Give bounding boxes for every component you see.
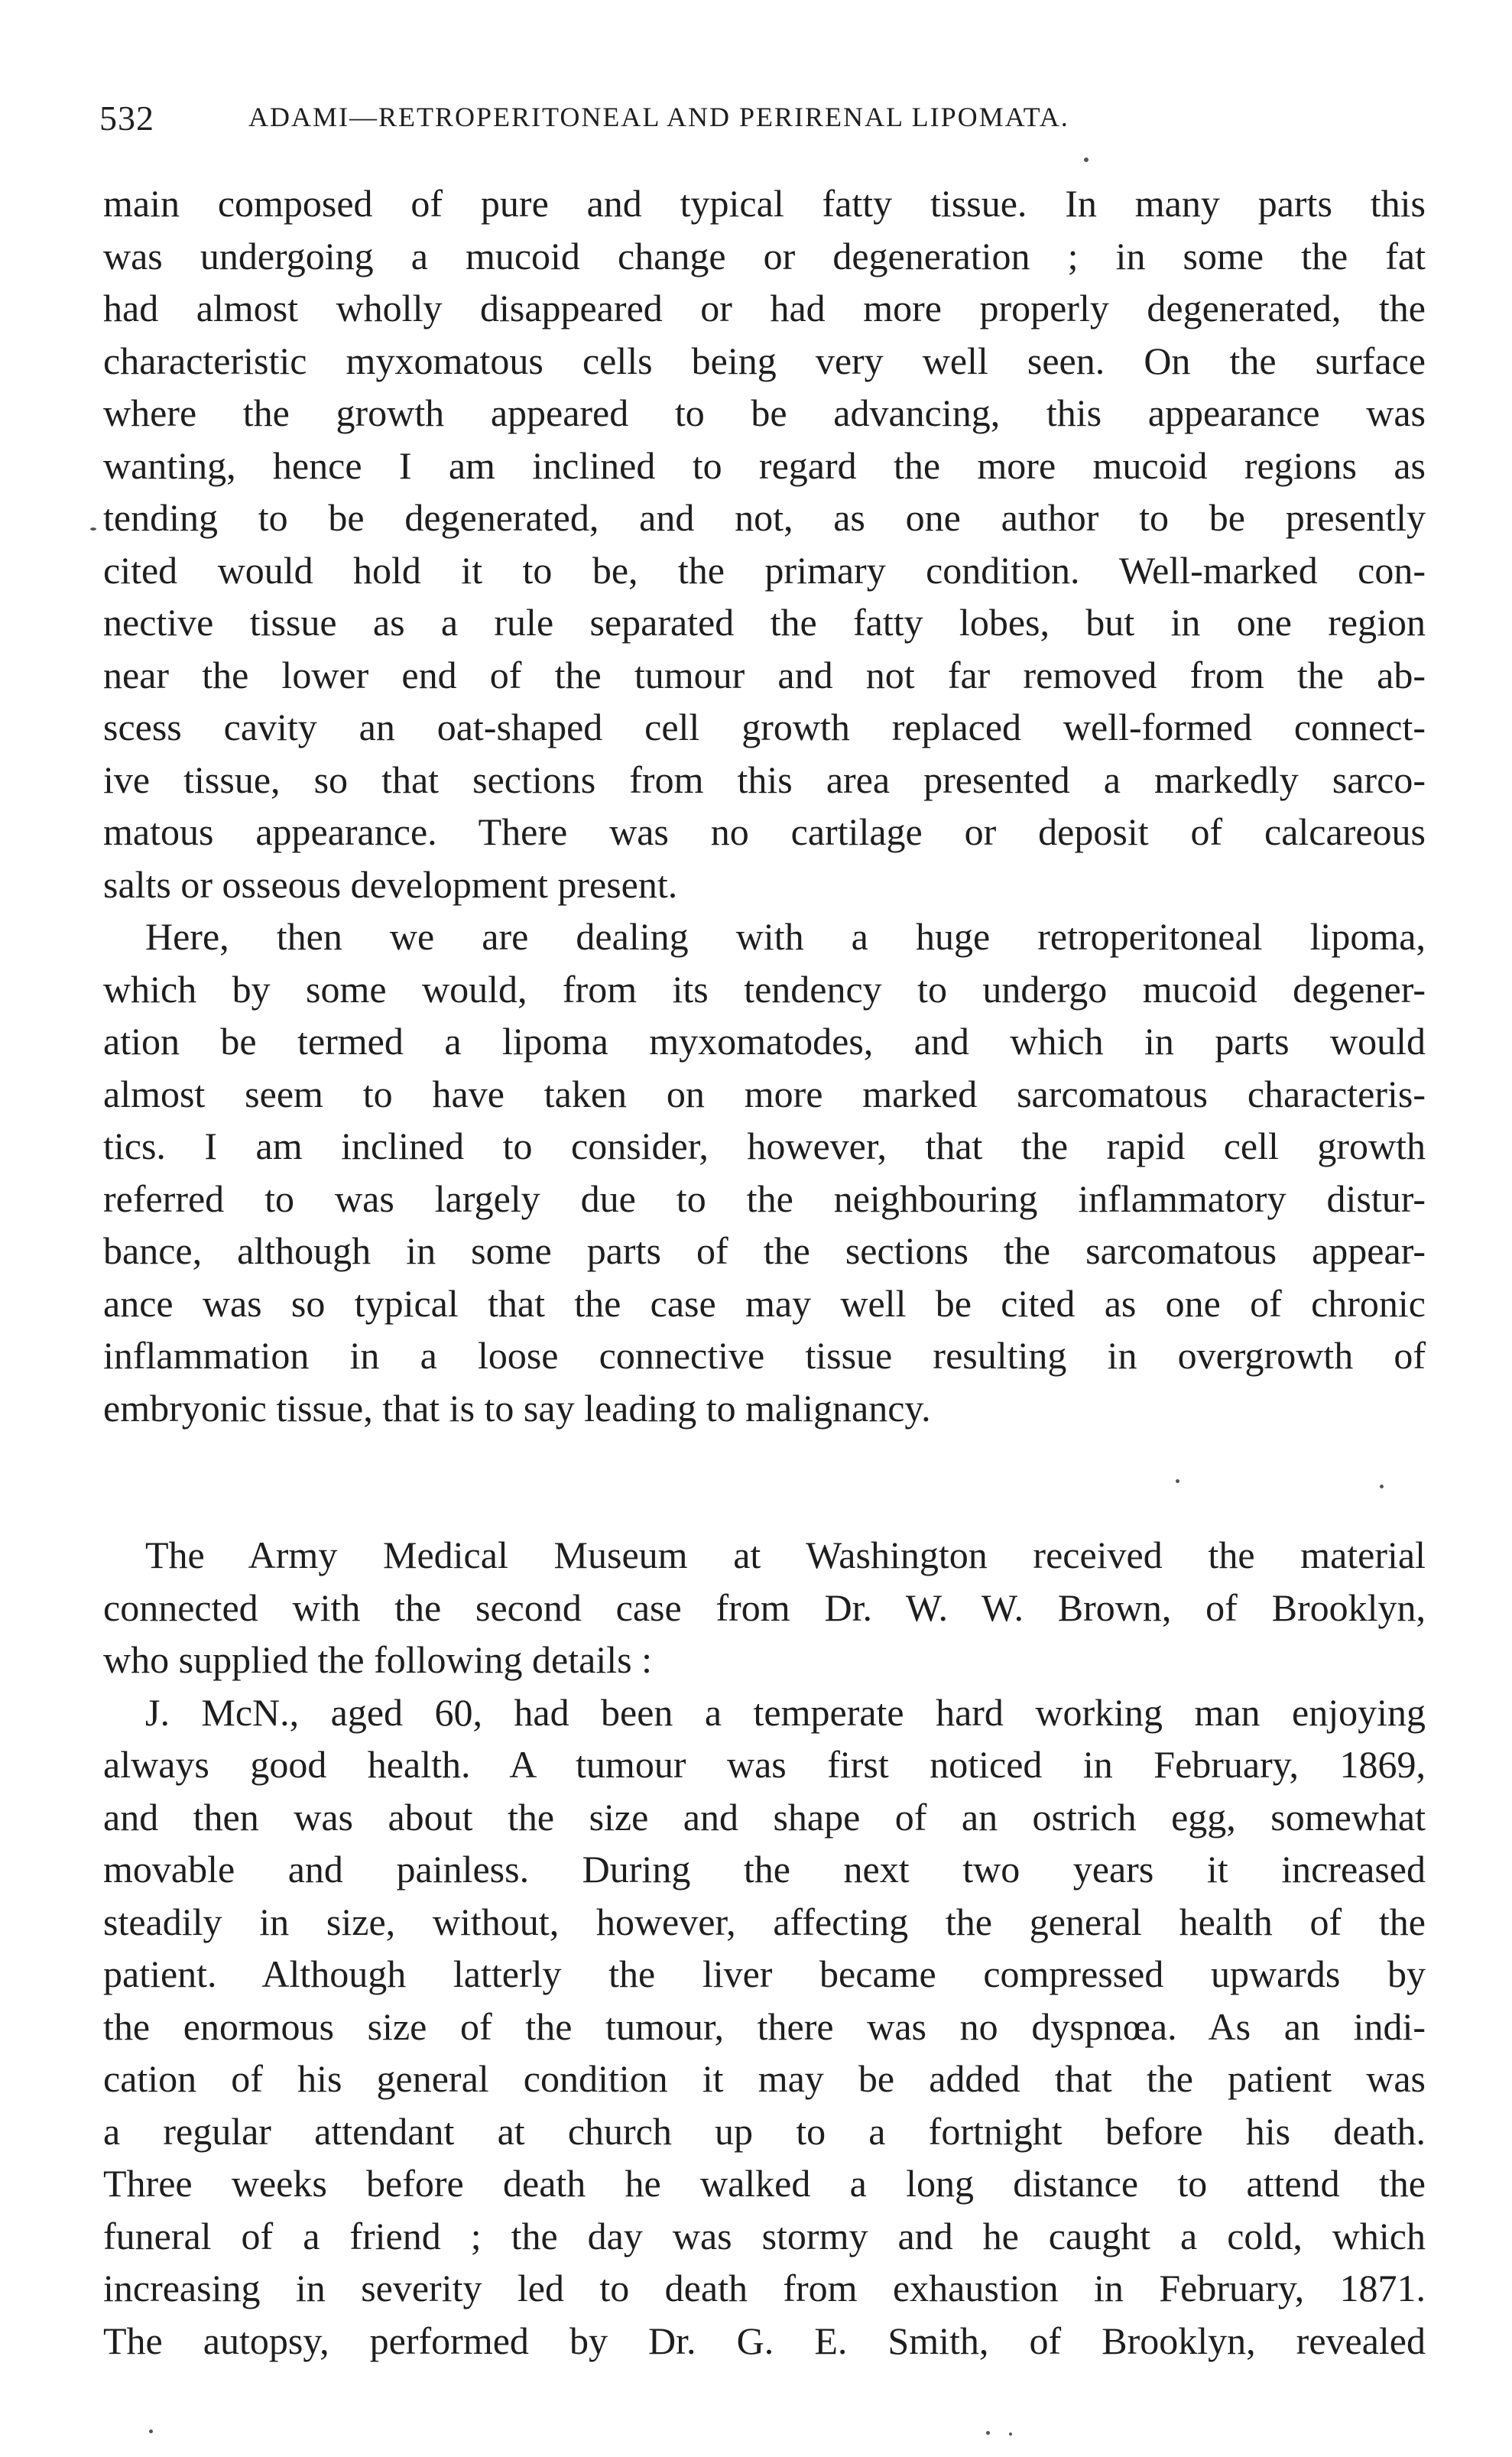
text-line: always good health. A tumour was first noticed in February, 1869, xyxy=(103,1743,1426,1786)
running-title: ADAMI—RETROPERITONEAL AND PERIRENAL LIPOMATA. xyxy=(248,102,1069,132)
text-line: had almost wholly disappeared or had more properly degenerated, the xyxy=(103,287,1426,329)
text-line: inflammation in a loose connective tissue resulting in overgrowth of xyxy=(103,1334,1426,1377)
paragraph-block-1 xyxy=(103,177,1426,1434)
text-line: wanting, hence I am inclined to regard the more mucoid regions as xyxy=(103,443,1426,487)
text-line: salts or osseous development present. xyxy=(103,862,678,906)
text-line: matous appearance. There was no cartilage or deposit of calcareous xyxy=(103,810,1426,853)
print-speck xyxy=(1009,2433,1012,2436)
text-line: which by some would, from its tendency to undergo mucoid degener- xyxy=(103,967,1426,1011)
text-line: near the lower end of the tumour and not far removed from the ab- xyxy=(103,653,1426,696)
print-speck xyxy=(90,527,96,531)
paragraph-block-2 xyxy=(103,1529,1426,2367)
text-line: movable and painless. During the next two years it increased xyxy=(103,1848,1426,1891)
print-speck xyxy=(1380,1485,1384,1488)
print-speck xyxy=(986,2431,990,2435)
text-line: The autopsy, performed by Dr. G. E. Smith, of Brooklyn, revealed xyxy=(103,2319,1426,2362)
text-line: increasing in severity led to death from exhaustion in February, 1871. xyxy=(103,2267,1426,2309)
text-line: characteristic myxomatous cells being very well seen. On the surface xyxy=(103,339,1426,382)
text-line: was undergoing a mucoid change or degeneration ; in some the fat xyxy=(103,234,1426,278)
text-line: Three weeks before death he walked a long distance to attend the xyxy=(103,2162,1426,2205)
text-line: referred to was largely due to the neighbouring inflammatory distur- xyxy=(103,1177,1426,1220)
text-line: funeral of a friend ; the day was stormy and he caught a cold, which xyxy=(103,2214,1426,2257)
running-head xyxy=(99,98,1422,144)
text-line: tics. I am inclined to consider, however, that the rapid cell growth xyxy=(103,1125,1426,1167)
print-speck xyxy=(1084,157,1089,162)
text-line: the enormous size of the tumour, there was no dyspnœa. As an indi- xyxy=(103,2004,1426,2048)
text-line: The Army Medical Museum at Washington received the material xyxy=(145,1534,1426,1576)
page-number: 532 xyxy=(99,99,154,138)
text-line: embryonic tissue, that is to say leading to malignancy. xyxy=(103,1386,931,1430)
text-line: who supplied the following details : xyxy=(103,1638,652,1681)
print-speck xyxy=(149,2429,153,2433)
text-line: and then was about the size and shape of an ostrich egg, somewhat xyxy=(103,1795,1426,1839)
text-line: main composed of pure and typical fatty tissue. In many parts this xyxy=(103,182,1426,225)
text-line: cited would hold it to be, the primary condition. Well-marked con- xyxy=(103,548,1426,592)
text-line: cation of his general condition it may be added that the patient was xyxy=(103,2057,1426,2100)
text-line: Here, then we are dealing with a huge retroperitoneal lipoma, xyxy=(145,915,1426,958)
text-line: where the growth appeared to be advancing, this appearance was xyxy=(103,391,1426,434)
text-line: patient. Although latterly the liver became compressed upwards by xyxy=(103,1952,1426,1995)
text-line: steadily in size, without, however, affecting the general health of the xyxy=(103,1900,1426,1943)
text-line: ance was so typical that the case may well be cited as one of chronic xyxy=(103,1281,1426,1325)
text-line: ive tissue, so that sections from this area presented a markedly sarco- xyxy=(103,758,1426,801)
print-speck xyxy=(1176,1479,1179,1483)
text-line: almost seem to have taken on more marked sarcomatous characteris- xyxy=(103,1072,1426,1115)
text-line: J. McN., aged 60, had been a temperate hard working man enjoying xyxy=(145,1690,1426,1734)
text-line: connected with the second case from Dr. W. W. Brown, of Brooklyn, xyxy=(103,1586,1426,1629)
text-line: tending to be degenerated, and not, as one author to be presently xyxy=(103,496,1426,539)
text-line: nective tissue as a rule separated the fatty lobes, but in one region xyxy=(103,601,1426,644)
text-line: bance, although in some parts of the sections the sarcomatous appear- xyxy=(103,1229,1426,1272)
text-line: scess cavity an oat-shaped cell growth replaced well-formed connect- xyxy=(103,706,1426,748)
text-line: a regular attendant at church up to a fortnight before his death. xyxy=(103,2109,1426,2153)
text-line: ation be termed a lipoma myxomatodes, and which in parts would xyxy=(103,1020,1426,1063)
